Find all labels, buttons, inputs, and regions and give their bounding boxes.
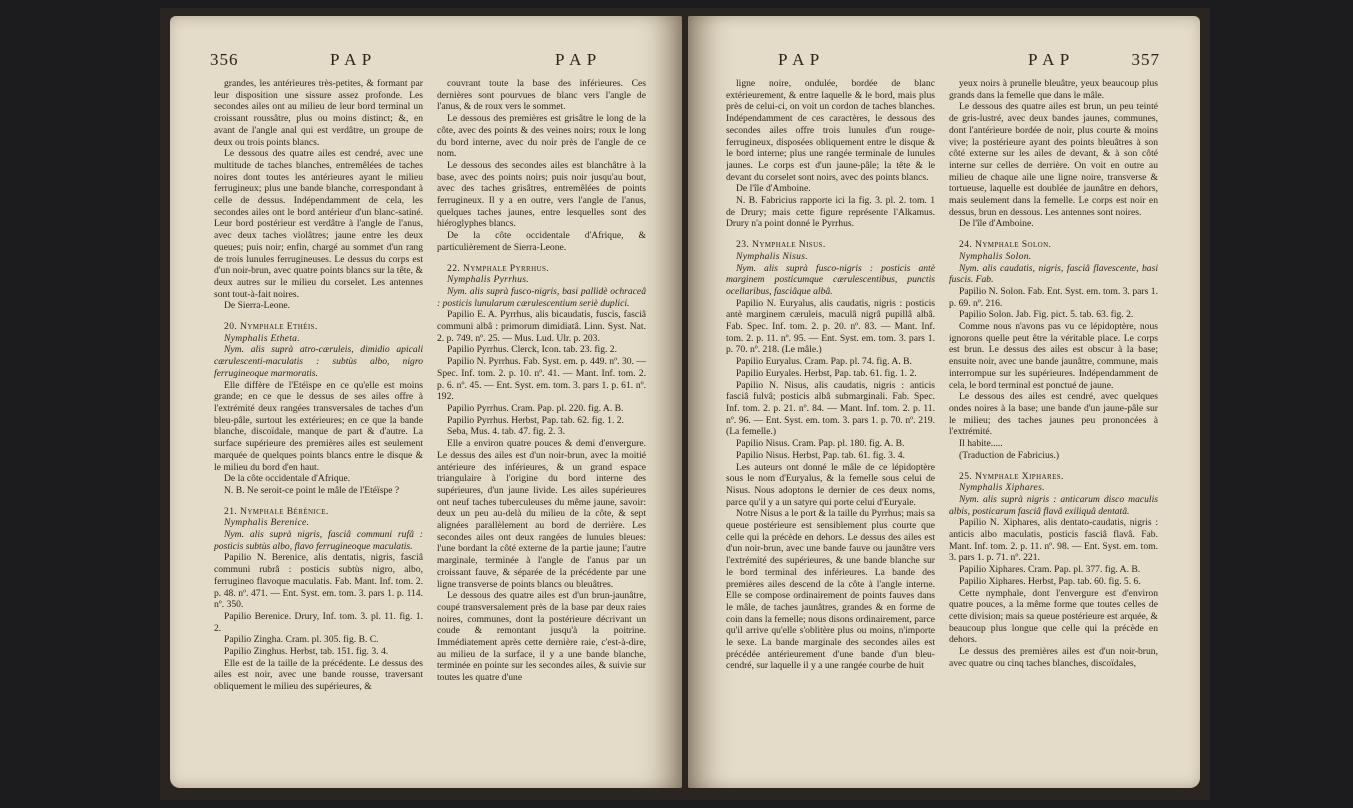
paragraph: grandes, les antérieures très-petites, & formant par leur disposition une sissure assez profonde. Les secondes ailes ont au milieu de leur bord terminal un croissant roussâtre, plus ou moins distinct; &, en avant de l'angle anal qui est verdâtre, un groupe de deux ou trois points blancs. xyxy=(214,78,423,148)
reference: Papilio Euryalus. Cram. Pap. pl. 74. fig. A. B. xyxy=(736,356,912,368)
running-head: P A P xyxy=(555,50,598,69)
paragraph: couvrant toute la base des inférieures. Ces dernières sont pourvues de blanc vers l'angle de l'anus, & de roux vers le sommet. xyxy=(437,78,646,113)
latin-diagnosis: Nym. alis caudatis, nigris, fasciâ flavescente, basi fuscis. Fab. xyxy=(949,262,1158,286)
paragraph: Le dessous des quatre ailes est d'un brun-jaunâtre, coupé transversalement près de la base par deux raies noires, communes, dont la postérieure décrivant un coude & remontant jusqu'à la poitrine. Immédiatement après cette dernière raie, c'est-à-dire, au milieu de la surface, il y a une bande blanche, terminée en pointe sur les secondes ailes, & suivie sur toutes les quatre d'une xyxy=(437,590,646,684)
paragraph: Le dessous des quatre ailes est brun, un peu teinté de gris-lustré, avec deux bandes jaunes, communes, dont l'antérieure bordée de noir, plus courte & moins vive; la postérieure ayant des points bleuâtres à son côté externe sur les ailes de devant, & à son côté interne sur celles de derrière. On voit en outre au milieu de chaque aile une ligne noire, transverse & tortueuse, laquelle est doublée de jaunâtre en dehors, mais seulement dans la femelle. Le corps est noir en dessus, brun en dessous. Les antennes sont noires. xyxy=(949,101,1158,218)
entry-heading: 24. Nymphale Solon. xyxy=(959,239,1052,251)
reference: Papilio Nisus. Herbst, Pap. tab. 61. fig. 3. 4. xyxy=(736,449,905,461)
left-page-header xyxy=(210,50,642,72)
paragraph: De Sierra-Leone. xyxy=(224,300,291,312)
paragraph: Il habite..... xyxy=(959,438,1003,450)
entry-heading: 22. Nymphale Pyrrhus. xyxy=(447,262,550,274)
reference: Papilio E. A. Pyrrhus, alis bicaudatis, fuscis, fasciâ communi albâ : primorum dimidiatâ. Linn. Syst. Nat. 2. p. 749. nº. 25. — Mus. Lud. Ulr. p. 203. xyxy=(437,309,646,344)
text-column xyxy=(214,78,423,770)
genus-name: Nymphalis Xiphares. xyxy=(959,482,1045,494)
paragraph: Comme nous n'avons pas vu ce lépidoptère, nous ignorons quelle peut être la véritable place. Le corps est brun. Le dessus des ailes est obscur à la base; ensuite noir, avec une bande jaunâtre, commune, mais interrompue sur les supérieures. Indépendamment de cela, le bord terminal est ponctué de jaune. xyxy=(949,321,1158,391)
right-page xyxy=(688,16,1200,788)
latin-diagnosis: Nym. alis suprà fusco-nigris, basi pallidè ochraceâ : posticis lunularum cærulescentium seriè duplici. xyxy=(437,285,646,309)
paragraph: De la côte occidentale d'Afrique. xyxy=(224,473,351,485)
reference: Papilio Zinghus. Herbst, tab. 151. fig. 3. 4. xyxy=(224,646,389,658)
paragraph: (Traduction de Fabricius.) xyxy=(959,449,1060,461)
latin-diagnosis: Nym. alis suprà atro-cæruleis, dimidio apicali cærulescenti-maculatis : subtùs albo, nigro ferrugineoque marmoratis. xyxy=(214,344,423,379)
entry-heading: 21. Nymphale Bérénice. xyxy=(224,505,329,517)
text-column xyxy=(949,78,1158,770)
reference: Papilio Xiphares. Cram. Pap. pl. 377. fig. A. B. xyxy=(959,564,1141,576)
reference: Papilio Zingha. Cram. pl. 305. fig. B. C. xyxy=(224,634,379,646)
paragraph: Le dessous des quatre ailes est cendré, avec une multitude de taches blanches, entremêlées de taches noires dont toutes les antérieures ayant le milieu ferrugineux; plus une bande blanche, correspondant à celle de dessus. Indépendamment de cela, les secondes ailes ont le bord antérieur d'un blanc-satiné. Leur bord postérieur est verdâtre à l'angle de l'anus, avec deux taches violâtres; jaune entre les deux queues; puis noir; enfin, chargé au sommet d'un rang de trois lunules ferrugineuses. Le dessus du corps est d'un noir-brun, avec quatre points blancs sur la tête, & deux autres sur le milieu du corselet. Les antennes sont tout-à-fait noires. xyxy=(214,148,423,300)
reference: Papilio Solon. Jab. Fig. pict. 5. tab. 63. fig. 2. xyxy=(959,309,1134,321)
reference: Papilio Xiphares. Herbst, Pap. tab. 60. fig. 5. 6. xyxy=(959,575,1141,587)
entry-heading: 25. Nymphale Xiphares. xyxy=(959,470,1064,482)
genus-name: Nymphalis Solon. xyxy=(959,250,1032,262)
paragraph: Elle a environ quatre pouces & demi d'envergure. Le dessus des ailes est d'un noir-brun, avec la moitié antérieure des inférieures, & un grand espace triangulaire à l'origine du bord interne des supérieures, d'un jaune livide. Les ailes supérieures ont neuf taches tuberculeuses du même jaune, savoir: deux un peu au-delà du milieu de la côte, & sept alignées parallèlement au bord de derrière. Les secondes ailes ont deux rangées de lunules bleues: l'une bordant la côté externe de la partie jaune; l'autre marginale, terminée à l'angle de l'anus par un croissant fauve, & séparée de la précédente par une ligne transverse de points blancs ou bleuâtres. xyxy=(437,438,646,590)
paragraph: De l'île d'Amboine. xyxy=(959,218,1034,230)
paragraph: Le dessus des premières ailes est d'un noir-brun, avec quatre ou cinq taches blanches, discoïdales, xyxy=(949,646,1158,669)
paragraph: De la côte occidentale d'Afrique, & particulièrement de Sierra-Leone. xyxy=(437,230,646,253)
latin-diagnosis: Nym. alis suprà nigris : anticarum disco maculis albis, posticarum fasciâ flavâ exiliquâ dentatâ. xyxy=(949,493,1158,517)
paragraph: N. B. Ne seroit-ce point le mâle de l'Etéïspe ? xyxy=(224,484,400,496)
paragraph: yeux noirs à prunelle bleuâtre, yeux beaucoup plus grands dans la femelle que dans le mâle. xyxy=(949,78,1158,101)
genus-name: Nymphalis Etheta. xyxy=(224,332,300,344)
genus-name: Nymphalis Pyrrhus. xyxy=(447,274,529,286)
reference: Papilio N. Xiphares, alis dentato-caudatis, nigris : anticis albo maculatis, posticis fasciâ flavâ. Fab. Mant. Inf. tom. 2. p. 11. nº. 98. — Ent. Syst. em. tom. 3. pars 1. p. 71. nº. 221. xyxy=(949,517,1158,564)
genus-name: Nymphalis Berenice. xyxy=(224,517,310,529)
paragraph: De l'île d'Amboine. xyxy=(736,183,811,195)
reference: Papilio N. Nisus, alis caudatis, nigris : anticis fasciâ fulvâ; posticis albâ submarginali. Fab. Spec. Inf. tom. 2. p. 21. nº. 84. — Mant. Inf. tom. 2. p. 11. nº. 96. — Ent. Syst. em. tom. 3. pars 1. p. 70. nº. 219. (La femelle.) xyxy=(726,379,935,438)
left-page-columns xyxy=(214,78,646,770)
page-number: 357 xyxy=(1131,50,1160,69)
reference: Papilio N. Berenice, alis dentatis, nigris, fasciâ communi rubrâ : posticis subtùs nigro, albo, ferrugineo flavoque maculatis. Fab. Mant. Inf. tom. 2. p. 48. nº. 471. — Ent. Syst. em. tom. 3. pars 1. p. 114. nº. 350. xyxy=(214,552,423,611)
book-spread xyxy=(160,8,1210,800)
entry-heading: 23. Nymphale Nisus. xyxy=(736,239,826,251)
text-column xyxy=(437,78,646,770)
reference: Papilio Pyrrhus. Clerck, Icon. tab. 23. fig. 2. xyxy=(447,344,617,356)
reference: Papilio Euryales. Herbst, Pap. tab. 61. fig. 1. 2. xyxy=(736,367,917,379)
paragraph: Le dessous des premières est grisâtre le long de la côte, avec des points & des veines noirs; roux le long du bord interne, avec du noir près de l'angle de ce nom. xyxy=(437,113,646,160)
page-number: 356 xyxy=(210,50,239,69)
paragraph: Elle est de la taille de la précédente. Le dessus des ailes est noir, avec une bande rousse, traversant obliquement le milieu des supérieures, & xyxy=(214,657,423,693)
latin-diagnosis: Nym. alis suprà fusco-nigris : posticis antè marginem posticumque cærulescentibus, punctis ocellaribus, fasciâque albâ. xyxy=(726,262,935,297)
reference: Papilio Nisus. Cram. Pap. pl. 180. fig. A. B. xyxy=(736,438,905,450)
left-page xyxy=(170,16,682,788)
paragraph: Elle diffère de l'Etéïspe en ce qu'elle est moins grande; en ce que le dessus de ses ailes offre à l'extrémité deux rangées transversales de taches d'un bleu-pâle, surtout les extérieures; en ce que la bande blanche, discoïdale, manque de part & d'autre. La surface supérieure des premières ailes est seulement marquée de quelques points blancs entre le disque & le milieu du bord d'en haut. xyxy=(214,379,423,473)
right-page-columns xyxy=(726,78,1158,770)
paragraph: N. B. Fabricius rapporte ici la fig. 3. pl. 2. tom. 1 de Drury; mais cette figure représente l'Alkamus. Drury n'a point donné le Pyrrhus. xyxy=(726,195,935,230)
reference: Papilio Pyrrhus. Cram. Pap. pl. 220. fig. A. B. xyxy=(447,402,624,414)
entry-heading: 20. Nymphale Ethéis. xyxy=(224,321,318,333)
running-head: P A P xyxy=(330,50,373,69)
latin-diagnosis: Nym. alis suprà nigris, fasciâ communi rufâ : posticis subtùs albo, flavo ferrugineoque maculatis. xyxy=(214,529,423,552)
reference: Seba, Mus. 4. tab. 47. fig. 2. 3. xyxy=(447,426,566,438)
text-column xyxy=(726,78,935,770)
paragraph: Cette nymphale, dont l'envergure est d'environ quatre pouces, a la même forme que toutes celles de cette division; mais sa queue postérieure est arquée, & beaucoup plus longue que celle qui la précède en dehors. xyxy=(949,587,1158,646)
paragraph: Notre Nisus a le port & la taille du Pyrrhus; mais sa queue postérieure est sensiblement plus courte que celle qui la précède en dehors. Le dessus des ailes est d'un noir-brun, avec une bande fauve ou jaunâtre vers l'extrémité des supérieures, & une bande blanche sur le bord terminal des inférieures. La bande des premières ailes descend de la côte à l'angle interne. Elle se compose ordinairement de points fauves dans le mâle, de taches jaunâtres, grandes & en forme de coin dans la femelle; nous disons ordinairement, parce qu'il arrive qu'elle s'oblitère plus ou moins, n'importe le sexe. La bande marginale des secondes ailes est précédée antérieurement d'une bande d'un bleu-cendré, sur laquelle il y a une rangée courbe de huit xyxy=(726,508,935,672)
paragraph: Le dessous des ailes est cendré, avec quelques ondes noires à la base; une bande d'un jaune-pâle sur le milieu; des taches jaunes peu prononcées à l'extrémité. xyxy=(949,391,1158,438)
reference: Papilio Pyrrhus. Herbst, Pap. tab. 62. fig. 1. 2. xyxy=(447,414,624,426)
reference: Papilio N. Euryalus, alis caudatis, nigris : posticis antè marginem cæruleis, maculâ nigrâ pupillâ albâ. Fab. Spec. Inf. tom. 2. p. 20. nº. 83. — Mant. Inf. tom. 2. p. 11. nº. 95. — Ent. Syst. em. tom. 3. pars 1. p. 70. nº. 218. (Le mâle.) xyxy=(726,297,935,356)
paragraph: Les auteurs ont donné le mâle de ce lépidoptère sous le nom d'Euryalus, & la femelle sous celui de Nisus. Nous adoptons le dernier de ces deux noms, parce qu'il y a un satyre qui porte celui d'Euryale. xyxy=(726,461,935,508)
genus-name: Nymphalis Nisus. xyxy=(736,250,808,262)
running-head: P A P xyxy=(778,50,821,69)
paragraph: Le dessous des secondes ailes est blanchâtre à la base, avec des points noirs; puis noir jusqu'au bout, avec des taches grisâtres, entremêlées de points ferrugineux. Il y a en outre, vers l'angle de l'anus, quelques taches jaunes, entre lesquelles sont des hiéroglyphes blancs. xyxy=(437,159,646,230)
reference: Papilio N. Solon. Fab. Ent. Syst. em. tom. 3. pars 1. p. 69. nº. 216. xyxy=(949,285,1158,309)
paragraph: ligne noire, ondulée, bordée de blanc extérieurement, & entre laquelle & le bord, mais plus près de celui-ci, on voit un cordon de taches blanches. Indépendamment de ces caractères, le dessous des secondes ailes offre trois lunules d'un rouge-ferrugineux, disposées obliquement entre le disque & le bord interne; plus une rangée terminale de lunules jaunes. Le corps est d'un jaune-pâle; la tête & le devant du corselet sont noirs, avec des points blancs. xyxy=(726,78,935,183)
reference: Papilio Berenice. Drury, Inf. tom. 3. pl. 11. fig. 1. 2. xyxy=(214,610,423,634)
right-page-header xyxy=(728,50,1160,72)
running-head: P A P xyxy=(1028,50,1071,69)
reference: Papilio N. Pyrrhus. Fab. Syst. em. p. 449. nº. 30. — Spec. Inf. tom. 2. p. 10. nº. 41. — Mant. Inf. tom. 2. p. 6. nº. 45. — Ent. Syst. em. tom. 3. pars 1. p. 61. nº. 192. xyxy=(437,356,646,403)
